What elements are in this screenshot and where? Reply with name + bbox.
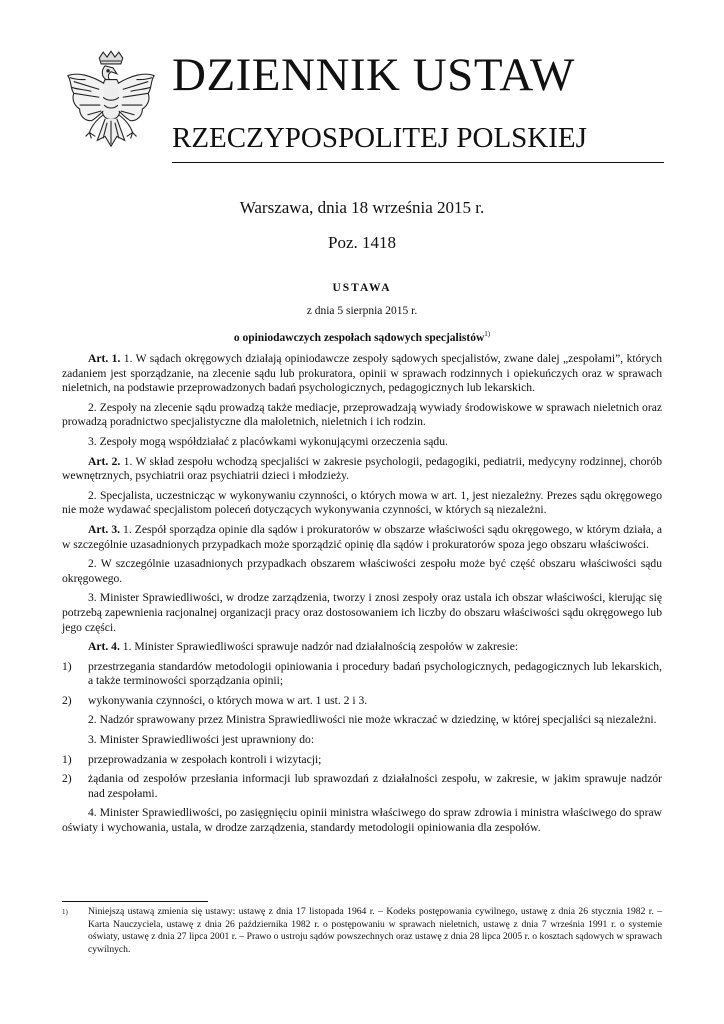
art4-para2: 2. Nadzór sprawowany przez Ministra Sprawiedliwości nie może wkraczać w dziedzinę, w której specjaliści są niezależni. xyxy=(88,713,657,727)
art3-label: Art. 3. xyxy=(88,522,121,536)
art4-para3: 3. Minister Sprawiedliwości jest uprawniony do: xyxy=(88,733,315,747)
list-item-number: 2) xyxy=(62,772,72,786)
footnote xyxy=(62,906,662,956)
act-date: z dnia 5 sierpnia 2015 r. xyxy=(306,305,418,317)
act-title-text: o opiniodawczych zespołach sądowych specjalistów xyxy=(233,331,485,344)
art1-para1-text: 1. W sądach okręgowych działają opiniodawcze zespoły sądowych specjalistów, zwane dalej „zespołami”, których zadaniem jest sporządzanie, na zlecenie sądu lub prokuratora, opinii w sprawach rodzinnych i opiekuńczych oraz w sprawach nieletnich, na podstawie przeprowadzonych badań psychologicznych, pedagogicznych lub lekarskich. xyxy=(62,352,662,395)
art2-para1-text: 1. W skład zespołu wchodzą specjaliści w zakresie psychologii, pedagogiki, pediatrii, medycyny rodzinnej, chorób wewnętrznych, psychiatrii oraz psychiatrii dzieci i młodzieży. xyxy=(62,454,662,483)
polish-eagle-icon xyxy=(62,50,160,168)
list-item-number: 2) xyxy=(62,693,72,707)
footnote-text: Niniejszą ustawą zmienia się ustawy: ustawę z dnia 17 listopada 1964 r. – Kodeks postępowania cywilnego, ustawę z dnia 26 stycznia 1982 r. – Karta Nauczyciela, ustawę z dnia 26 października 1982 r. o postępowaniu w sprawach nieletnich, ustawę z dnia 7 września 1991 r. o systemie oświaty, ustawę z dnia 27 lipca 2001 r. – Prawo o ustroju sądów powszechnych oraz ustawę z dnia 28 lipca 2005 r. o kosztach sądowych w sprawach cywilnych. xyxy=(88,906,662,955)
art3-para1-text: 1. Zespół sporządza opinie dla sądów i prokuratorów w obszarze właściwości sądu okręgowego, w którym działa, a w szczególnie uzasadnionych przypadkach może sporządzić opinię dla sądów i prokuratorów spoza jego obszaru właściwości. xyxy=(62,522,662,551)
list-item-text: żądania od zespołów przesłania informacji lub sprawozdań z działalności zespołu, w zakresie, w jakim sprawuje nadzór nad zespołami. xyxy=(88,772,662,800)
footnote-mark: 1) xyxy=(62,908,68,916)
act-type: USTAWA xyxy=(332,282,392,294)
art1-label: Art. 1. xyxy=(88,352,121,365)
list-item-text: przeprowadzania w zespołach kontroli i wizytacji; xyxy=(88,752,322,766)
list-item-number: 1) xyxy=(62,752,72,766)
art4-label: Art. 4. xyxy=(88,640,120,654)
footnote-divider xyxy=(62,901,208,902)
list-item xyxy=(62,772,662,801)
art1-para3: 3. Zespoły mogą współdziałać z placówkami wykonującymi orzeczenia sądu. xyxy=(88,434,448,448)
journal-title: DZIENNIK USTAW xyxy=(172,49,575,101)
journal-subtitle: RZECZYPOSPOLITEJ POLSKIEJ xyxy=(172,122,587,154)
art4-para4: 4. Minister Sprawiedliwości, po zasięgnięciu opinii ministra właściwego do spraw zdrowia i ministra właściwego do spraw oświaty i wychowania, ustala, w drodze zarządzenia, standardy metodologii opiniowania dla zespołów. xyxy=(62,806,662,835)
art4-para1 xyxy=(62,640,662,655)
list-item xyxy=(62,694,662,709)
act-body xyxy=(62,352,662,841)
list-item-text: wykonywania czynności, o których mowa w art. 1 ust. 2 i 3. xyxy=(88,693,368,707)
art3-para2: 2. W szczególnie uzasadnionych przypadkach obszarem właściwości zespołu może być część obszaru właściwości sądu okręgowego. xyxy=(62,557,662,585)
footnote-reference: 1) xyxy=(484,330,491,338)
list-item xyxy=(62,753,662,768)
art2-label: Art. 2. xyxy=(88,454,121,468)
act-title xyxy=(0,330,724,344)
art1-para2: 2. Zespoły na zlecenie sądu prowadzą także mediacje, przeprowadzają wywiady środowiskowe w sprawach nieletnich oraz prowadzą poradnictwo specjalistyczne dla małoletnich, nieletnich i ich rodzin. xyxy=(62,400,662,429)
list-item xyxy=(62,660,662,689)
art3-para3: 3. Minister Sprawiedliwości, w drodze zarządzenia, tworzy i znosi zespoły oraz ustala ich obszar właściwości, kierując się potrzebą zapewnienia racjonalnej organizacji pracy oraz dostosowaniem ich liczby do obszaru właściwości sądu okręgowego lub jego części. xyxy=(62,591,662,634)
list-item-number: 1) xyxy=(62,659,72,673)
publication-date: Warszawa, dnia 18 września 2015 r. xyxy=(239,198,485,217)
position-number: Poz. 1418 xyxy=(328,233,396,252)
title-divider xyxy=(172,162,664,163)
list-item-text: przestrzegania standardów metodologii opiniowania i procedury badań psychologicznych, pedagogicznych lub lekarskich, a także terminowości sporządzania opinii; xyxy=(88,659,662,688)
art3-para1 xyxy=(62,523,662,552)
art2-para2: 2. Specjalista, uczestnicząc w wykonywaniu czynności, o których mowa w art. 1, jest niezależny. Prezes sądu okręgowego nie może wydawać specjalistom poleceń dotyczących wykonywania czynności, w których są niezależni. xyxy=(62,488,662,517)
art1-para1 xyxy=(62,352,662,396)
art4-para1-text: 1. Minister Sprawiedliwości sprawuje nadzór nad działalnością zespołów w zakresie: xyxy=(119,640,519,654)
art2-para1 xyxy=(62,455,662,484)
